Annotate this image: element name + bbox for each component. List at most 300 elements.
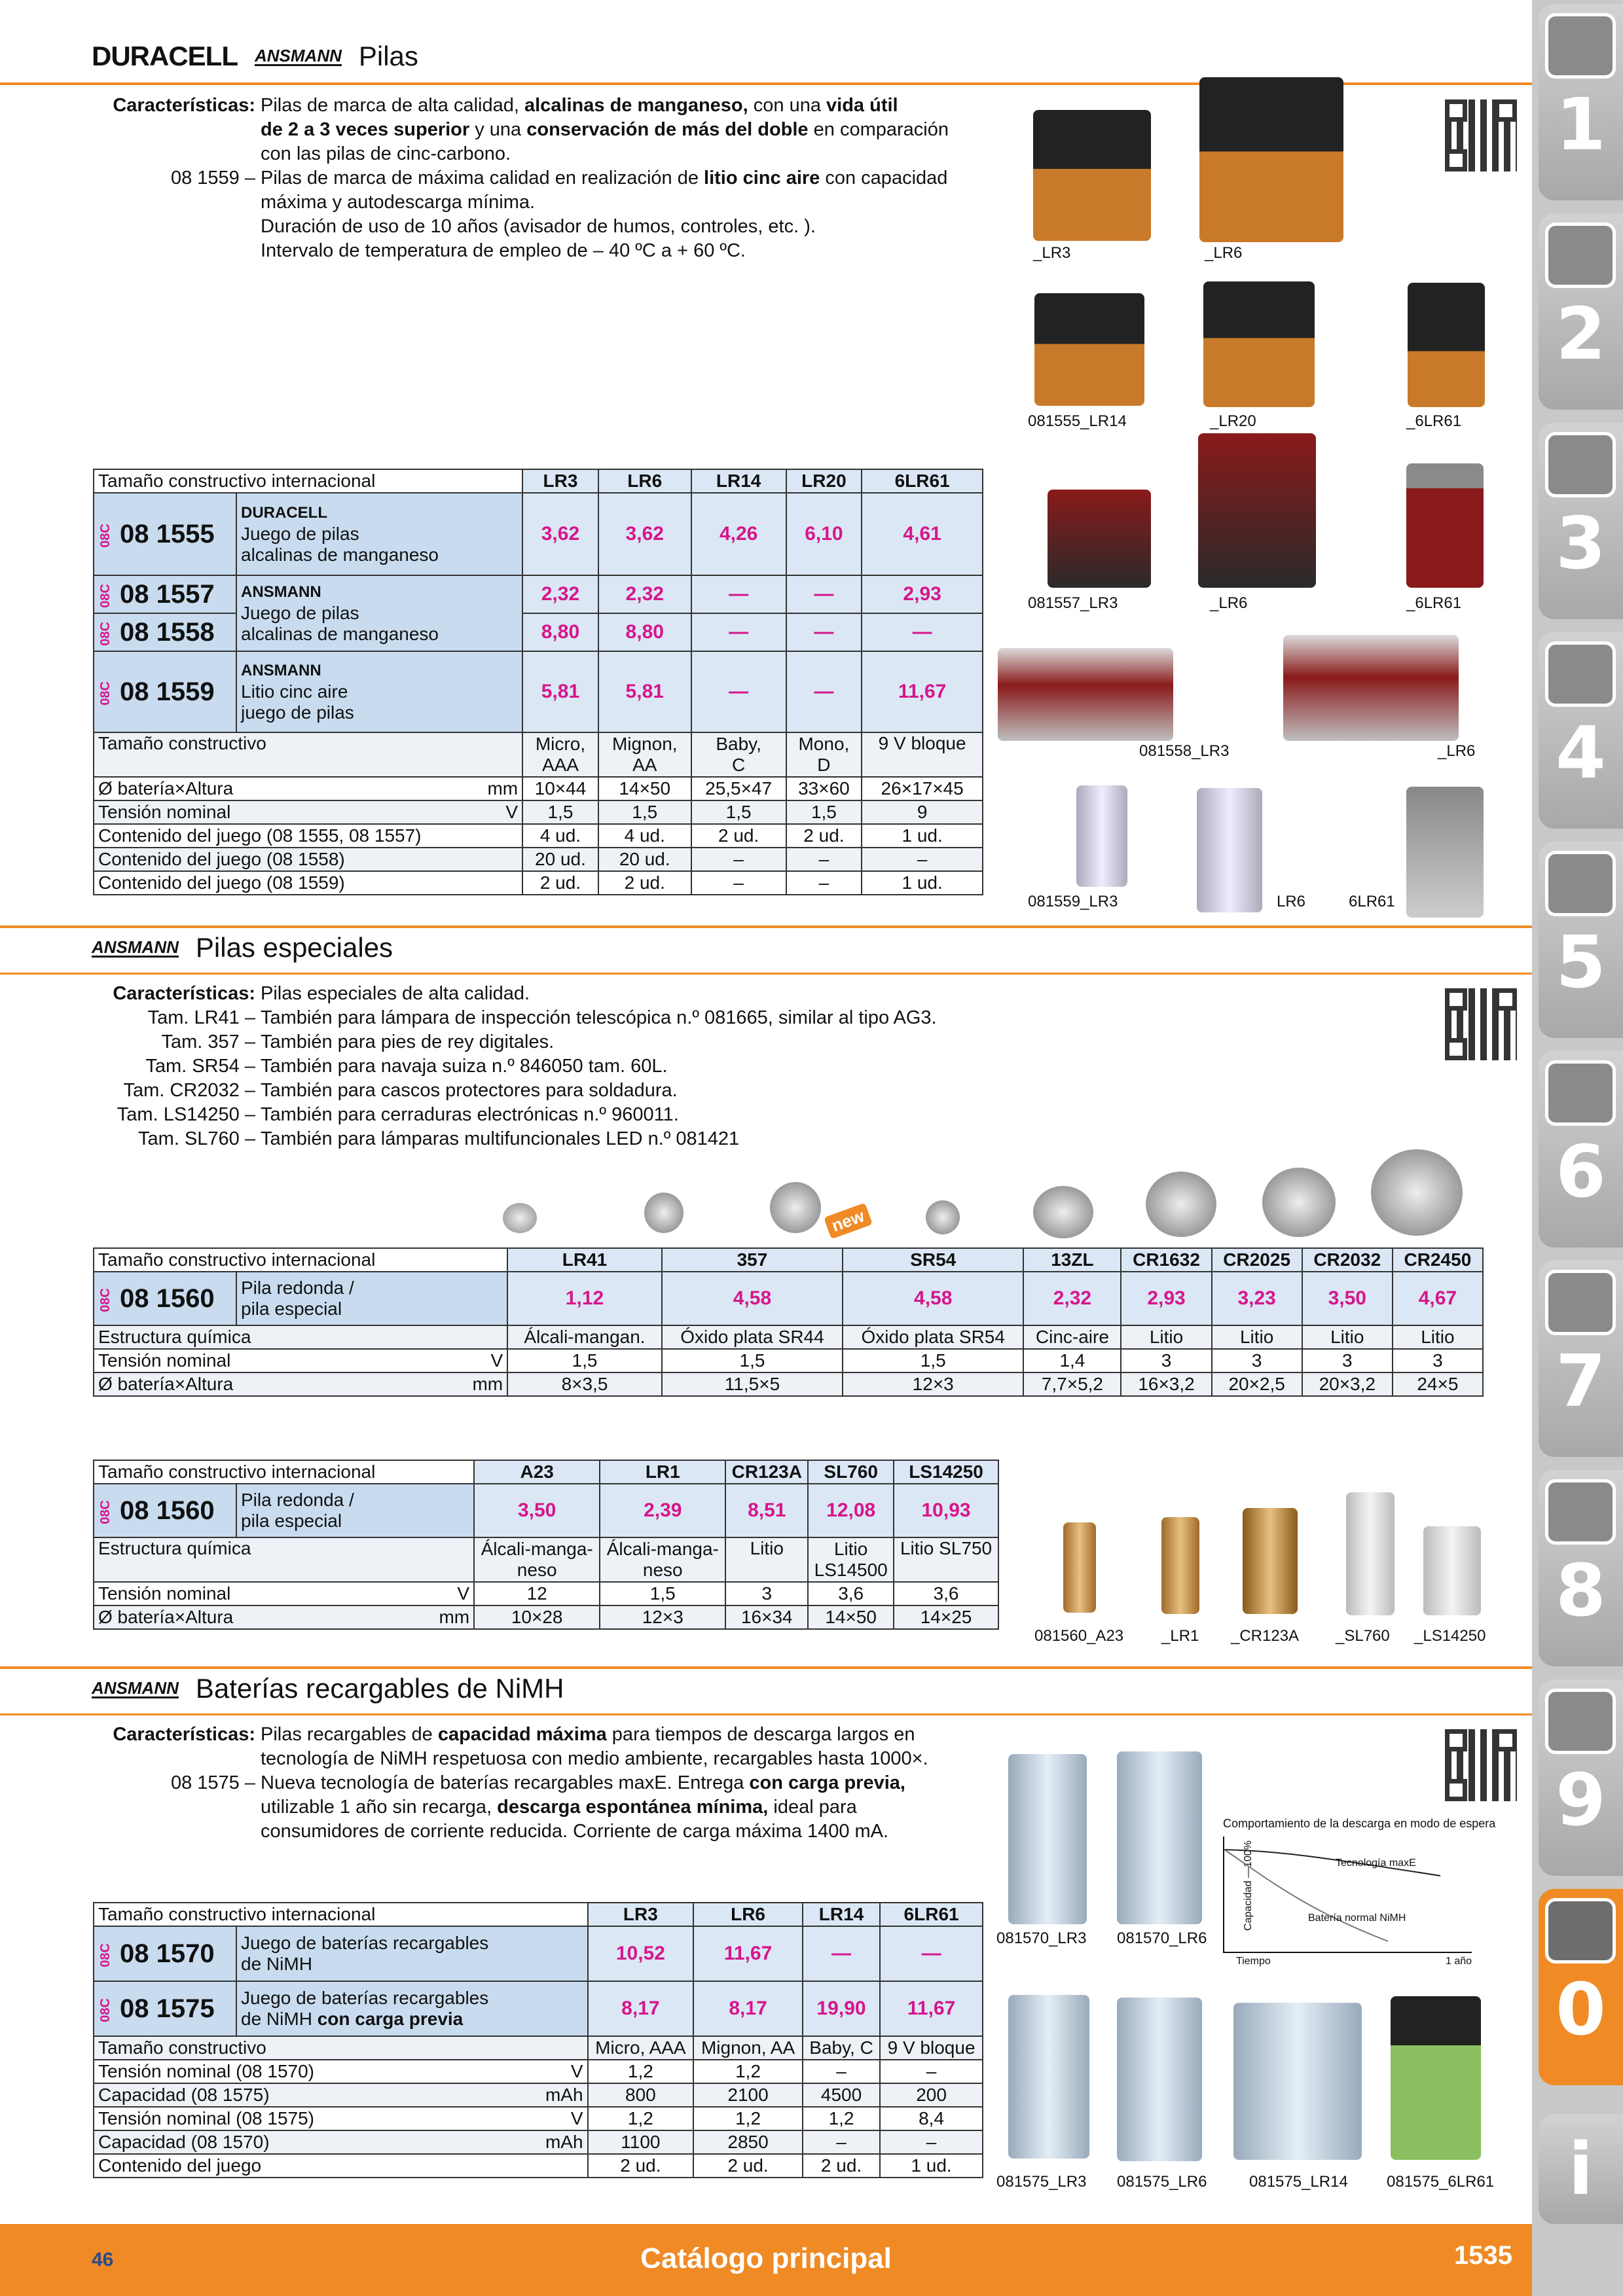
spec-label	[94, 2130, 588, 2154]
spec-unit: V	[570, 2061, 583, 2081]
pliers-icon	[1545, 1270, 1616, 1335]
price-cell: 8,80	[522, 613, 598, 651]
image-caption: 081575_LR3	[996, 2173, 1087, 2191]
spec-label: Contenido del juego (08 1555, 08 1557)	[94, 824, 522, 848]
caliper-icon	[1545, 641, 1616, 707]
spec-value: Óxido plata SR54	[843, 1325, 1023, 1349]
price-cell: 19,90	[803, 1981, 880, 2036]
section-divider	[0, 973, 1532, 975]
spec-value: Micro, AAA	[588, 2036, 694, 2060]
spec-label: Contenido del juego (08 1559)	[94, 871, 522, 895]
ansmann-logo: ANSMANN	[92, 1677, 179, 1698]
battery-image-nimh-lr3	[1008, 1754, 1087, 1924]
chapter-tab-2[interactable]	[1539, 213, 1623, 410]
spec-value: 14×25	[894, 1605, 998, 1629]
spec-unit: mAh	[545, 2132, 583, 2152]
battery-image-lr20	[1203, 281, 1315, 407]
table-header: CR2032	[1302, 1248, 1393, 1272]
price-cell: 4,26	[691, 493, 786, 575]
spec-value: –	[880, 2130, 983, 2154]
description-line: alcalinas de manganeso	[241, 624, 439, 644]
article-number	[94, 1981, 236, 2036]
ansmann-logo: ANSMANN	[254, 45, 342, 65]
article-number-text: 08 1555	[120, 519, 215, 548]
spec-label	[94, 2083, 588, 2107]
price-cell: 8,51	[725, 1484, 808, 1537]
qr-code[interactable]	[1445, 988, 1517, 1060]
image-caption: _6LR61	[1406, 412, 1462, 430]
feature-text: También para lámparas multifuncionales LED n.º 081421	[261, 1128, 740, 1149]
table-header: LR3	[588, 1903, 694, 1926]
description-line: pila especial	[241, 1511, 342, 1531]
features-block	[107, 94, 1011, 263]
article-number	[94, 1272, 236, 1325]
spec-value: 1,5	[600, 1582, 725, 1605]
article-number	[94, 493, 236, 575]
image-caption: 081555_LR14	[1028, 412, 1127, 430]
brand-name: DURACELL	[241, 504, 327, 522]
table-header: LR3	[522, 469, 598, 493]
spec-value: 8×3,5	[507, 1372, 662, 1396]
battery-image-ansmann-6lr61	[1406, 463, 1484, 588]
price-cell: 10,93	[894, 1484, 998, 1537]
qr-code[interactable]	[1445, 99, 1517, 171]
spec-label	[94, 2060, 588, 2083]
spec-value: 200	[880, 2083, 983, 2107]
spec-label-text: Ø batería×Altura	[98, 1374, 234, 1394]
spec-value: Mignon, AA	[598, 732, 691, 777]
spec-value: 16×3,2	[1121, 1372, 1211, 1396]
spec-value: –	[803, 2130, 880, 2154]
description-line: pila especial	[241, 1299, 342, 1319]
article-number-text: 08 1560	[120, 1496, 215, 1525]
spec-value: 9 V bloque	[880, 2036, 983, 2060]
image-caption: 081575_6LR61	[1387, 2173, 1495, 2191]
battery-box-image-lr3	[998, 648, 1173, 741]
product-description	[236, 1272, 507, 1325]
workbench-icon	[1545, 1479, 1616, 1545]
spec-value: 2 ud.	[786, 824, 862, 848]
discharge-diagram	[1223, 1817, 1498, 1974]
spec-value: –	[862, 848, 983, 871]
chapter-tab-1[interactable]	[1539, 4, 1623, 200]
diagram-x-label: Tiempo	[1236, 1956, 1271, 1967]
price-cell: 2,32	[598, 575, 691, 613]
special-battery-table	[93, 1460, 999, 1630]
feature-text: con las pilas de cinc-carbono.	[261, 143, 511, 164]
image-caption: 081570_LR6	[1117, 1929, 1207, 1947]
feature-text: Nueva tecnología de baterías recargables maxE. Entrega	[261, 1772, 750, 1793]
feature-bold: con carga previa,	[749, 1772, 905, 1793]
spec-label: Estructura química	[94, 1325, 507, 1349]
spec-value: Litio	[1393, 1325, 1483, 1349]
spec-value: Litio	[1302, 1325, 1393, 1349]
table-header: LS14250	[894, 1460, 998, 1484]
description-line: Pila redonda /	[241, 1490, 354, 1510]
table-header: 6LR61	[880, 1903, 983, 1926]
spec-label: Contenido del juego	[94, 2154, 588, 2178]
article-number-text: 08 1558	[120, 617, 215, 647]
spec-value: 1,5	[598, 800, 691, 824]
spec-value: 2 ud.	[693, 2154, 803, 2178]
spec-value: 4 ud.	[522, 824, 598, 848]
table-header: Tamaño constructivo internacional	[94, 1903, 588, 1926]
catalog-title: Catálogo principal	[640, 2242, 892, 2274]
spec-label	[94, 1349, 507, 1372]
image-caption: 081570_LR3	[996, 1929, 1087, 1947]
spec-label: Estructura química	[94, 1537, 474, 1582]
image-caption: 081557_LR3	[1028, 594, 1118, 612]
spec-value: Mono, D	[786, 732, 862, 777]
description-line: Pila redonda /	[241, 1278, 354, 1298]
price-cell: 6,10	[786, 493, 862, 575]
article-number	[94, 575, 236, 613]
table-header: Tamaño constructivo internacional	[94, 469, 522, 493]
image-caption: LR6	[1277, 893, 1306, 910]
battery-image-lithium-lr6	[1197, 788, 1262, 912]
spec-value: 26×17×45	[862, 777, 983, 800]
description-line: Juego de pilas	[241, 603, 359, 623]
coin-cell-image-cr2450	[1371, 1149, 1463, 1236]
price-cell: 2,32	[1023, 1272, 1121, 1325]
table-header: LR1	[600, 1460, 725, 1484]
article-number-text: 08 1570	[120, 1939, 215, 1968]
qr-code[interactable]	[1445, 1729, 1517, 1801]
chapter-number: 8	[1556, 1549, 1606, 1632]
ansmann-logo: ANSMANN	[92, 937, 179, 957]
chapter-tab-info[interactable]	[1539, 2114, 1623, 2224]
spec-value: –	[803, 2060, 880, 2083]
price-group-tag: 08C	[98, 1998, 113, 2022]
size-code: Tam. CR2032 –	[123, 1080, 255, 1101]
spec-value: 1,4	[1023, 1349, 1121, 1372]
image-caption: 081560_A23	[1034, 1627, 1124, 1645]
feature-bold: conservación de más del doble	[526, 119, 809, 140]
battery-image-maxe-lr3	[1008, 1995, 1089, 2159]
price-group-tag: 08C	[98, 1943, 113, 1967]
image-caption: 081575_LR14	[1249, 2173, 1348, 2191]
catalog-code: 1535	[1454, 2241, 1512, 2270]
image-caption: 6LR61	[1349, 893, 1395, 910]
feature-text: También para pies de rey digitales.	[261, 1031, 555, 1052]
table-header: SL760	[808, 1460, 894, 1484]
spec-label-text: Tensión nominal (08 1570)	[98, 2061, 314, 2081]
price-cell: —	[691, 651, 786, 732]
coin-cell-image-cr2032	[1262, 1168, 1336, 1237]
product-description	[236, 575, 522, 651]
battery-image-maxe-lr6	[1117, 1998, 1202, 2161]
spec-value: 25,5×47	[691, 777, 786, 800]
feature-text: También para cascos protectores para soldadura.	[261, 1080, 678, 1101]
spec-value: 1,2	[588, 2107, 694, 2130]
nimh-table	[93, 1902, 983, 2178]
spec-value: 3,6	[894, 1582, 998, 1605]
price-group-tag: 08C	[98, 681, 113, 706]
spec-value: 2 ud.	[522, 871, 598, 895]
chapter-tab-0[interactable]	[1539, 1889, 1623, 2085]
battery-image-nimh-lr6	[1117, 1751, 1202, 1924]
feature-bold: vida útil	[826, 95, 898, 116]
battery-image-sl760	[1346, 1492, 1395, 1615]
price-cell: —	[691, 575, 786, 613]
price-cell: 2,32	[522, 575, 598, 613]
feature-bold: litio cinc aire	[704, 168, 820, 188]
table-header: LR14	[803, 1903, 880, 1926]
spec-value: 4 ud.	[598, 824, 691, 848]
section-header-pilas	[92, 41, 418, 72]
size-code: Tam. LS14250 –	[117, 1104, 255, 1125]
feature-bold: alcalinas de manganeso,	[524, 95, 748, 116]
price-cell: 3,50	[474, 1484, 600, 1537]
spec-label-text: Ø batería×Altura	[98, 778, 234, 798]
price-cell: 12,08	[808, 1484, 894, 1537]
drill-bit-icon	[1545, 13, 1616, 79]
spec-unit: V	[505, 802, 519, 822]
product-description	[236, 1484, 474, 1537]
spec-label-text: Tensión nominal	[98, 1350, 231, 1371]
diagram-legend-maxe: Tecnología maxE	[1336, 1857, 1416, 1869]
feature-text: Pilas recargables de	[261, 1724, 438, 1745]
spec-label: Contenido del juego (08 1558)	[94, 848, 522, 871]
table-header: LR41	[507, 1248, 662, 1272]
spec-value: 1,2	[588, 2060, 694, 2083]
section-title: Pilas especiales	[195, 932, 393, 963]
spec-value: 1,5	[662, 1349, 843, 1372]
spec-value: 20 ud.	[598, 848, 691, 871]
chapter-number: 7	[1556, 1339, 1606, 1423]
spec-label	[94, 1372, 507, 1396]
spec-value: 4500	[803, 2083, 880, 2107]
battery-image-ansmann-lr6	[1198, 433, 1316, 588]
size-code: Tam. SR54 –	[145, 1056, 255, 1077]
price-cell: 5,81	[598, 651, 691, 732]
page-footer	[0, 2224, 1532, 2296]
coin-cell-image-cr1632	[1033, 1186, 1093, 1238]
chapter-tab-9[interactable]	[1539, 1679, 1623, 1876]
spec-value: Baby, C	[803, 2036, 880, 2060]
spec-value: 12×3	[843, 1372, 1023, 1396]
article-number-text: 08 1557	[120, 579, 215, 609]
feature-text: Duración de uso de 10 años (avisador de humos, controles, etc. ).	[261, 216, 816, 237]
spec-value: Litio	[1121, 1325, 1211, 1349]
price-cell: 4,61	[862, 493, 983, 575]
spec-value: 2 ud.	[598, 871, 691, 895]
description-line: de NiMH	[241, 1954, 312, 1974]
feature-text: y una	[469, 119, 527, 140]
table-header: LR6	[693, 1903, 803, 1926]
price-cell: 2,93	[1121, 1272, 1211, 1325]
description-line: Litio cinc aire	[241, 681, 348, 702]
spec-label-text: Ø batería×Altura	[98, 1607, 234, 1627]
article-number	[94, 1926, 236, 1981]
article-number	[94, 651, 236, 732]
feature-text: utilizable 1 año sin recarga,	[261, 1797, 498, 1818]
spec-label	[94, 777, 522, 800]
article-number-text: 08 1559	[120, 677, 215, 706]
table-header: CR1632	[1121, 1248, 1211, 1272]
image-caption: _CR123A	[1231, 1627, 1300, 1645]
table-header: SR54	[843, 1248, 1023, 1272]
features-label: Características:	[113, 983, 255, 1004]
cabinet-icon	[1545, 1689, 1616, 1754]
table-header: CR123A	[725, 1460, 808, 1484]
table-header: LR14	[691, 469, 786, 493]
section-title: Pilas	[358, 41, 418, 71]
spec-value: 2100	[693, 2083, 803, 2107]
price-cell: 8,17	[693, 1981, 803, 2036]
article-code: 08 1575 –	[170, 1772, 255, 1793]
spec-value: Litio	[725, 1537, 808, 1582]
image-caption: _LR20	[1210, 412, 1256, 430]
spec-label: Tamaño constructivo	[94, 2036, 588, 2060]
diagram-legend-nimh: Batería normal NiMH	[1308, 1912, 1406, 1924]
price-cell: 3,23	[1212, 1272, 1302, 1325]
spec-label	[94, 2107, 588, 2130]
description-line: alcalinas de manganeso	[241, 545, 439, 565]
spec-value: 2 ud.	[588, 2154, 694, 2178]
diagram-curves	[1224, 1837, 1467, 1952]
chapter-tab-5[interactable]	[1539, 842, 1623, 1038]
price-cell: 2,93	[862, 575, 983, 613]
price-cell: 3,50	[1302, 1272, 1393, 1325]
battery-image-6lr61	[1408, 283, 1485, 407]
spec-label-text: Tensión nominal	[98, 1583, 231, 1604]
chapter-tab-4[interactable]	[1539, 632, 1623, 829]
spec-unit: mAh	[545, 2085, 583, 2105]
spec-value: 9 V bloque	[862, 732, 983, 777]
spec-value: Litio	[1212, 1325, 1302, 1349]
description-line: Juego de baterías recargables	[241, 1933, 489, 1953]
description-line: Juego de baterías recargables	[241, 1988, 489, 2008]
price-cell: —	[691, 613, 786, 651]
cutting-insert-icon	[1545, 223, 1616, 288]
feature-bold: capacidad máxima	[437, 1724, 607, 1745]
spec-value: 33×60	[786, 777, 862, 800]
price-cell: 5,81	[522, 651, 598, 732]
feature-text: máxima y autodescarga mínima.	[261, 192, 536, 213]
product-description	[236, 1926, 588, 1981]
chapter-number: 9	[1556, 1758, 1606, 1842]
coin-cell-image-lr41	[503, 1203, 537, 1233]
price-cell: 3,62	[522, 493, 598, 575]
feature-text: ideal para	[768, 1797, 857, 1818]
spec-value: 1,5	[843, 1349, 1023, 1372]
chapter-tab-7[interactable]	[1539, 1261, 1623, 1457]
description-line: Juego de pilas	[241, 524, 359, 544]
table-header: 357	[662, 1248, 843, 1272]
brand-name: ANSMANN	[241, 662, 321, 679]
spec-value: 1,2	[693, 2107, 803, 2130]
price-cell: 10,52	[588, 1926, 694, 1981]
price-cell: 8,80	[598, 613, 691, 651]
spec-label-text: Capacidad (08 1570)	[98, 2132, 270, 2152]
spec-value: 3,6	[808, 1582, 894, 1605]
wrench-icon	[1545, 1060, 1616, 1126]
price-cell: 11,67	[880, 1981, 983, 2036]
battery-image-ls14250	[1423, 1526, 1481, 1615]
chapter-tab-6[interactable]	[1539, 1051, 1623, 1247]
spec-value: 10×44	[522, 777, 598, 800]
chapter-number: 2	[1556, 292, 1606, 376]
price-cell: 4,67	[1393, 1272, 1483, 1325]
spec-label	[94, 1605, 474, 1629]
spec-value: Cinc-aire	[1023, 1325, 1121, 1349]
spec-value: 20×3,2	[1302, 1372, 1393, 1396]
spec-value: 14×50	[598, 777, 691, 800]
table-header: A23	[474, 1460, 600, 1484]
spec-value: 20 ud.	[522, 848, 598, 871]
spec-value: 3	[1393, 1349, 1483, 1372]
price-cell: —	[880, 1926, 983, 1981]
section-header-nimh	[92, 1673, 564, 1704]
spec-value: Litio SL750	[894, 1537, 998, 1582]
spec-unit: V	[490, 1350, 503, 1371]
image-caption: _LS14250	[1414, 1627, 1486, 1645]
size-code: Tam. SL760 –	[138, 1128, 255, 1149]
chapter-tab-8[interactable]	[1539, 1470, 1623, 1666]
feature-text: Pilas especiales de alta calidad.	[261, 983, 530, 1004]
chapter-number: 6	[1556, 1130, 1606, 1213]
spec-value: 1 ud.	[862, 824, 983, 848]
spec-value: Álcali-mangan.	[507, 1325, 662, 1349]
spec-value: 8,4	[880, 2107, 983, 2130]
battery-image-lr14	[1034, 293, 1144, 406]
price-group-tag: 08C	[98, 1499, 113, 1524]
features-label: Características:	[113, 1724, 255, 1745]
spec-label: Tamaño constructivo	[94, 732, 522, 777]
coin-cell-image-13zl	[926, 1200, 960, 1234]
page-number: 46	[92, 2249, 114, 2270]
spec-value: 1,2	[803, 2107, 880, 2130]
feature-text: También para lámpara de inspección telescópica n.º 081665, similar al tipo AG3.	[261, 1007, 937, 1028]
price-cell: 11,67	[862, 651, 983, 732]
feature-text: Pilas de marca de máxima calidad en realización de	[261, 168, 704, 188]
spec-unit: V	[457, 1583, 470, 1604]
battery-image-maxe-6lr61	[1391, 1996, 1481, 2160]
price-cell: 1,12	[507, 1272, 662, 1325]
battery-image-cr123a	[1243, 1508, 1298, 1614]
table-header: 6LR61	[862, 469, 983, 493]
description-line: juego de pilas	[241, 702, 354, 723]
spec-value: Óxido plata SR44	[662, 1325, 843, 1349]
spec-value: 2 ud.	[691, 824, 786, 848]
feature-bold: de 2 a 3 veces superior	[261, 119, 470, 140]
info-icon: i	[1568, 2127, 1594, 2211]
spec-label-text: Tensión nominal	[98, 802, 231, 822]
section-title: Baterías recargables de NiMH	[195, 1673, 564, 1704]
spec-value: 2850	[693, 2130, 803, 2154]
size-code: Tam. LR41 –	[147, 1007, 255, 1028]
spec-value: 1 ud.	[880, 2154, 983, 2178]
spec-value: 24×5	[1393, 1372, 1483, 1396]
chapter-tab-3[interactable]	[1539, 423, 1623, 619]
battery-image-lithium-6lr61	[1406, 787, 1484, 918]
product-description	[236, 1981, 588, 2036]
feature-text: Pilas de marca de alta calidad,	[261, 95, 524, 116]
feature-bold: descarga espontánea mínima,	[497, 1797, 769, 1818]
feature-text: para tiempos de descarga largos en	[606, 1724, 915, 1745]
image-caption: 081558_LR3	[1139, 742, 1230, 760]
spec-label	[94, 800, 522, 824]
image-caption: _LR6	[1438, 742, 1476, 760]
spec-unit: mm	[439, 1607, 470, 1627]
section-divider	[0, 1713, 1532, 1715]
tool-holder-icon	[1545, 432, 1616, 497]
spec-value: 20×2,5	[1212, 1372, 1302, 1396]
battery-image-lr1	[1161, 1517, 1199, 1614]
spec-value: 9	[862, 800, 983, 824]
spec-value: –	[691, 871, 786, 895]
